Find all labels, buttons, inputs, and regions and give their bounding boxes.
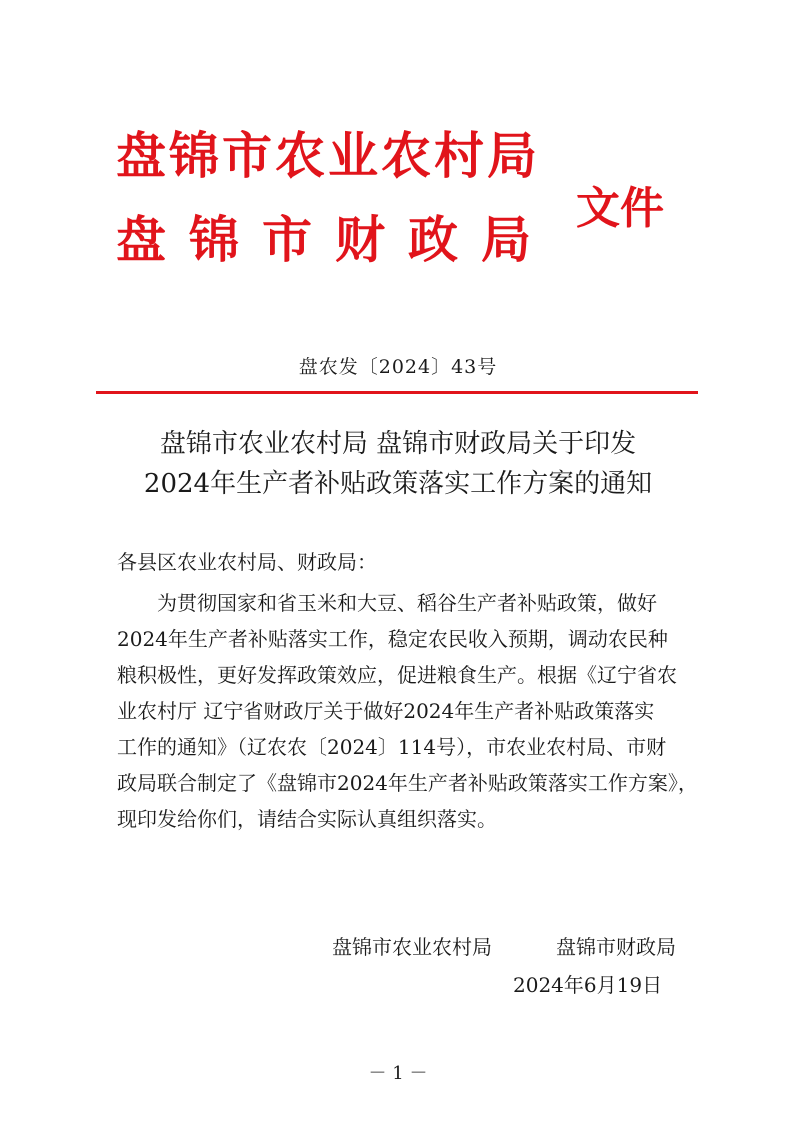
document-number: 盘农发〔2024〕43号 xyxy=(298,356,498,378)
body-line: 现印发给你们，请结合实际认真组织落实。 xyxy=(117,807,497,831)
body-line: 工作的通知》（辽农农〔2024〕114号），市农业农村局、市财 xyxy=(117,735,667,759)
document-title-line-1: 盘锦市农业农村局 盘锦市财政局关于印发 xyxy=(159,429,637,459)
document-title-line-2: 2024年生产者补贴政策落实工作方案的通知 xyxy=(143,469,653,499)
body-line: 政局联合制定了《盘锦市2024年生产者补贴政策落实工作方案》， xyxy=(117,771,698,795)
issuing-org-1: 盘锦市农业农村局 xyxy=(116,126,540,185)
body-line: 2024年生产者补贴落实工作，稳定农民收入预期，调动农民种 xyxy=(117,627,668,651)
page-number: － 1 － xyxy=(368,1063,428,1084)
document-suffix: 文件 xyxy=(576,183,664,234)
salutation: 各县区农业农村局、财政局： xyxy=(117,550,377,574)
body-line: 为贯彻国家和省玉米和大豆、稻谷生产者补贴政策，做好 xyxy=(117,591,657,615)
body-line: 业农村厅 辽宁省财政厅关于做好2024年生产者补贴政策落实 xyxy=(117,699,655,723)
body-line: 粮积极性，更好发挥政策效应，促进粮食生产。根据《辽宁省农 xyxy=(117,663,677,687)
signer-agriculture-bureau: 盘锦市农业农村局 xyxy=(332,935,492,959)
issue-date: 2024年6月19日 xyxy=(513,973,663,997)
signer-finance-bureau: 盘锦市财政局 xyxy=(556,935,676,959)
red-divider xyxy=(96,391,698,394)
issuing-org-2: 盘锦市财政局 xyxy=(116,210,554,269)
